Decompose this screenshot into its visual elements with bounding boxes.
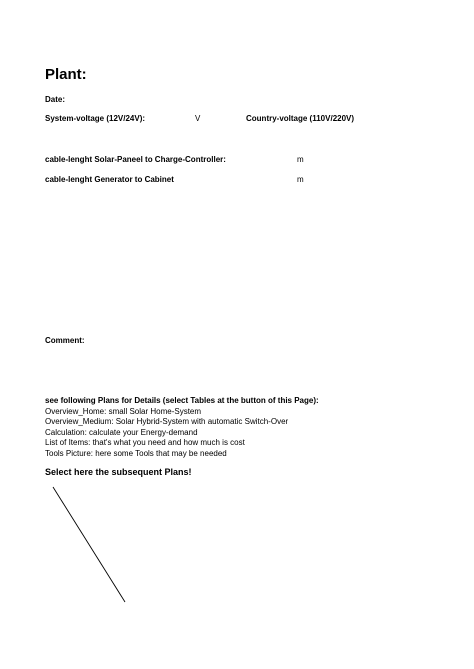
country-voltage-label: Country-voltage (110V/220V) (246, 114, 355, 123)
comment-label: Comment: (45, 336, 85, 345)
system-voltage-unit: V (195, 114, 201, 123)
cable-generator-label: cable-lenght Generator to Cabinet (45, 175, 174, 184)
date-label: Date: (45, 95, 66, 104)
system-voltage-label: System-voltage (12V/24V): (45, 114, 146, 123)
plans-heading: see following Plans for Details (select Tables at the button of this Page): (45, 396, 319, 405)
plant-title: Plant: (45, 66, 87, 83)
plan-item-tools-picture: Tools Picture: here some Tools that may be needed (45, 448, 227, 458)
plan-item-list-of-items: List of Items: that's what you need and how much is cost (45, 438, 245, 447)
select-plans-prompt: Select here the subsequent Plans! (45, 467, 192, 477)
plan-item-overview-medium: Overview_Medium: Solar Hybrid-System with automatic Switch-Over (45, 417, 289, 426)
cable-solar-label: cable-lenght Solar-Paneel to Charge-Controller: (45, 155, 226, 164)
cable-generator-unit: m (297, 175, 304, 184)
plan-item-calculation: Calculation: calculate your Energy-demand (45, 427, 198, 437)
plan-item-overview-home: Overview_Home: small Solar Home-System (45, 406, 202, 416)
pointer-line-stroke (53, 487, 125, 602)
cable-solar-unit: m (297, 155, 304, 164)
